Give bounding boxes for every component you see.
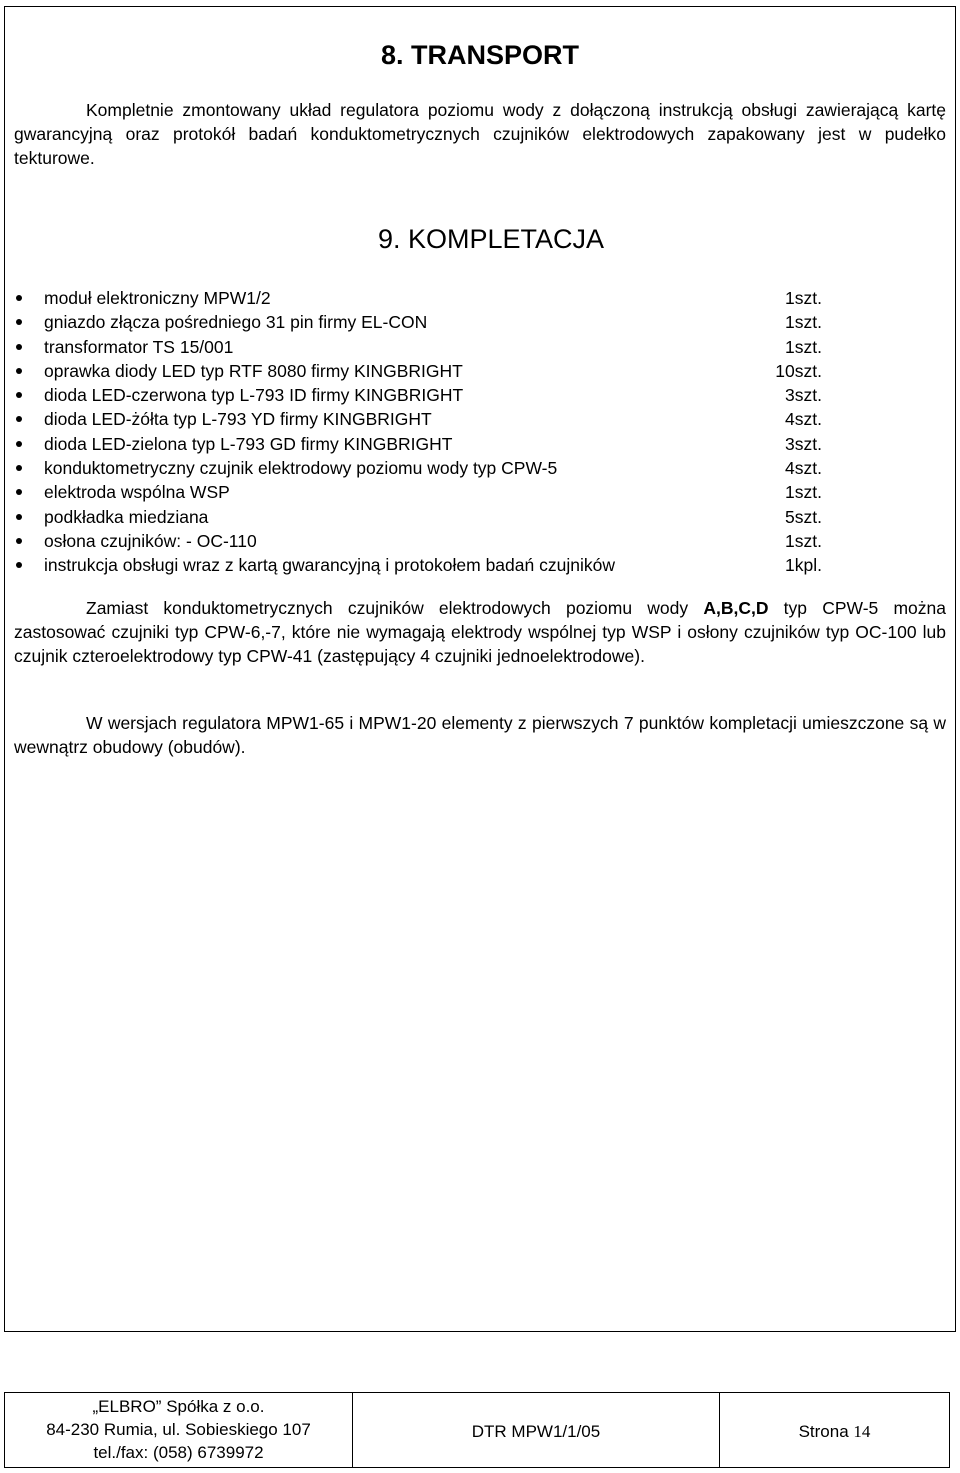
- replacement-note-text: Zamiast konduktometrycznych czujników elektrodowych poziomu wody: [86, 598, 704, 618]
- page-label: Strona: [798, 1422, 849, 1441]
- document-code: DTR MPW1/1/05: [471, 1422, 601, 1441]
- item-label: konduktometryczny czujnik elektrodowy poziomu wody typ CPW-5: [44, 458, 558, 479]
- transport-paragraph: [14, 98, 946, 170]
- page-number: 14: [853, 1422, 871, 1441]
- list-item: [0, 529, 960, 553]
- item-quantity: 3szt.: [785, 385, 822, 406]
- item-quantity: 1szt.: [785, 530, 822, 551]
- kompletacja-list: [0, 286, 960, 578]
- bullet-icon: [16, 295, 22, 301]
- sensor-letters: A,B,C,D: [703, 598, 769, 618]
- list-item: [0, 553, 960, 577]
- footer-company-cell: [5, 1393, 352, 1467]
- list-item: [0, 335, 960, 359]
- bullet-icon: [16, 514, 22, 520]
- item-quantity: 1szt.: [785, 288, 822, 308]
- bullet-icon: [16, 562, 22, 568]
- item-quantity: 1szt.: [785, 482, 822, 503]
- list-item: [0, 432, 960, 456]
- page-frame: [4, 6, 956, 1332]
- item-label: elektroda wspólna WSP: [44, 482, 230, 503]
- list-item: [0, 480, 960, 504]
- item-quantity: 1szt.: [785, 336, 822, 357]
- item-label: osłona czujników: - OC-110: [44, 530, 257, 551]
- footer-page-cell: [719, 1393, 949, 1467]
- list-item: [0, 359, 960, 383]
- list-item: [0, 505, 960, 529]
- item-label: dioda LED-żółta typ L-793 YD firmy KINGBRIGHT: [44, 409, 432, 430]
- section-9-title: 9. KOMPLETACJA: [377, 224, 605, 254]
- item-label: oprawka diody LED typ RTF 8080 firmy KINGBRIGHT: [44, 360, 463, 381]
- version-note-text: W wersjach regulatora MPW1-65 i MPW1-20 elementy z pierwszych 7 punktów kompletacji umieszczone są w wewnątrz obudowy (obudów).: [14, 713, 946, 757]
- item-quantity: 4szt.: [785, 409, 822, 430]
- item-quantity: 4szt.: [785, 458, 822, 479]
- bullet-icon: [16, 441, 22, 447]
- item-quantity: 1szt.: [785, 312, 822, 333]
- item-quantity: 10szt.: [775, 360, 822, 381]
- replacement-note-text-cont: typ CPW-5 można zastosować czujniki typ CPW-6,-7, które nie wymagają elektrody wspólnej typ WSP i osłony czujników typ OC-100 lub czujnik czteroelektrodowy typ CPW-41 (zastępujący 4 czujniki jednoelektrodowe).: [14, 598, 946, 666]
- company-address: 84-230 Rumia, ul. Sobieskiego 107: [46, 1420, 311, 1439]
- bullet-icon: [16, 465, 22, 471]
- footer-doc-cell: [352, 1393, 719, 1467]
- item-label: transformator TS 15/001: [44, 336, 234, 357]
- section-8-title: 8. TRANSPORT: [380, 40, 580, 70]
- item-quantity: 5szt.: [785, 506, 822, 527]
- list-item: [0, 407, 960, 431]
- item-quantity: 1kpl.: [785, 555, 822, 576]
- list-item: [0, 456, 960, 480]
- item-label: instrukcja obsługi wraz z kartą gwarancyjną i protokołem badań czujników: [44, 555, 615, 576]
- item-label: dioda LED-czerwona typ L-793 ID firmy KINGBRIGHT: [44, 385, 464, 406]
- bullet-icon: [16, 489, 22, 495]
- company-name: „ELBRO” Spółka z o.o.: [92, 1397, 265, 1416]
- item-label: podkładka miedziana: [44, 506, 209, 527]
- item-label: dioda LED-zielona typ L-793 GD firmy KINGBRIGHT: [44, 433, 453, 454]
- page-footer: [4, 1392, 950, 1468]
- bullet-icon: [16, 319, 22, 325]
- item-label: moduł elektroniczny MPW1/2: [44, 288, 271, 308]
- bullet-icon: [16, 538, 22, 544]
- list-item: [0, 383, 960, 407]
- list-item: [0, 286, 960, 310]
- list-item: [0, 310, 960, 334]
- item-label: gniazdo złącza pośredniego 31 pin firmy EL-CON: [44, 312, 428, 333]
- bullet-icon: [16, 344, 22, 350]
- transport-text: Kompletnie zmontowany układ regulatora poziomu wody z dołączoną instrukcją obsługi zawierającą kartę gwarancyjną oraz protokół badań konduktometrycznych czujników elektrodowych zapakowany jest w pudełko tekturowe.: [14, 100, 946, 168]
- version-note: [14, 711, 946, 759]
- replacement-note: [14, 596, 946, 668]
- company-phone: tel./fax: (058) 6739972: [93, 1443, 264, 1462]
- bullet-icon: [16, 416, 22, 422]
- item-quantity: 3szt.: [785, 433, 822, 454]
- bullet-icon: [16, 368, 22, 374]
- bullet-icon: [16, 392, 22, 398]
